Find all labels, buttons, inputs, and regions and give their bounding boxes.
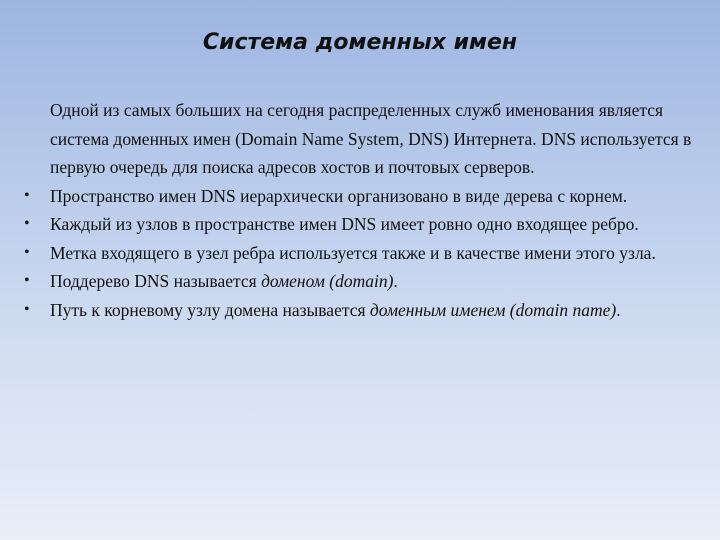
bullet-icon: • — [24, 300, 30, 318]
bullet-text-5: Путь к корневому узлу домена называется — [50, 299, 370, 320]
bullet-text-3: Метка входящего в узел ребра используется также и в качестве имени этого узла. — [50, 242, 656, 263]
bullet-item-5 — [24, 296, 694, 325]
intro-text: Одной из самых больших на сегодня распределенных служб именования является система доменных имен (Domain Name System, DNS) Интернета. DNS используется в первую очередь для поиска адресов хостов и почтовых серверов. — [50, 100, 692, 177]
bullet-emphasis-4: доменом (domain) — [261, 271, 394, 291]
intro-paragraph — [24, 96, 694, 182]
bullet-text-2: Каждый из узлов в пространстве имен DNS имеет ровно одно входящее ребро. — [50, 214, 639, 234]
bullet-icon: • — [24, 215, 30, 232]
bullet-item-2 — [24, 210, 694, 239]
slide-body — [24, 96, 694, 324]
bullet-icon: • — [24, 272, 30, 289]
bullet-suffix-5: . — [616, 299, 621, 320]
bullet-text-4: Поддерево DNS называется — [50, 271, 262, 291]
bullet-icon: • — [24, 243, 30, 261]
bullet-emphasis-5: доменным именем (domain name) — [369, 299, 617, 320]
bullet-item-1 — [24, 182, 694, 211]
bullet-suffix-4: . — [393, 271, 398, 291]
bullet-icon: • — [24, 186, 30, 204]
slide-title: Система доменных имен — [202, 30, 518, 55]
bullet-text-1: Пространство имен DNS иерархически организовано в виде дерева с корнем. — [50, 185, 628, 206]
bullet-item-4 — [24, 267, 694, 296]
bullet-item-3 — [24, 239, 694, 268]
